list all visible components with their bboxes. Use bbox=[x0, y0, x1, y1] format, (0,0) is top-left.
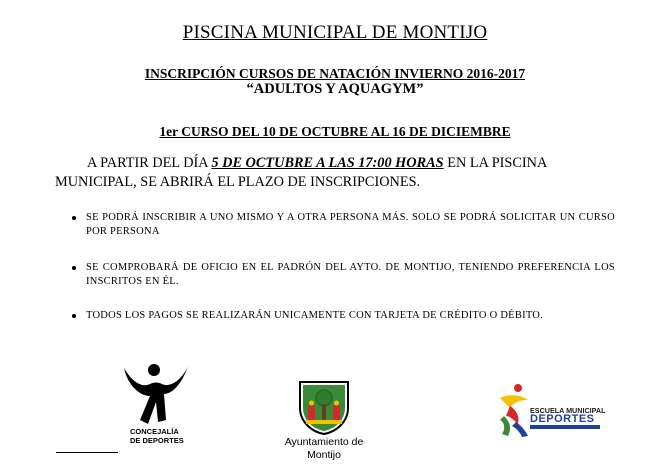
escuela-deportes-logo-icon bbox=[498, 382, 532, 438]
intro-after: EN LA PISCINA MUNICIPAL, SE ABRIRÁ EL PLAZO DE INSCRIPCIONES. bbox=[55, 155, 547, 190]
escuela-deportes-label: DEPORTES bbox=[530, 413, 595, 425]
subtitle: INSCRIPCIÓN CURSOS DE NATACIÓN INVIERNO 2016-2017 bbox=[144, 66, 526, 81]
concejalia-logo-icon bbox=[120, 362, 192, 428]
list-item: TODOS LOS PAGOS SE REALIZARÁN UNICAMENTE CON TARJETA DE CRÉDITO O DÉBITO. bbox=[70, 309, 615, 323]
ayuntamiento-shield-icon bbox=[296, 380, 352, 436]
rules-list bbox=[70, 211, 615, 323]
escuela-underline bbox=[530, 425, 600, 429]
intro-before: A PARTIR DEL DÍA bbox=[87, 155, 212, 171]
ayuntamiento-label: Ayuntamiento de Montijo bbox=[284, 436, 364, 461]
list-item: SE PODRÁ INSCRIBIR A UNO MISMO Y A OTRA PERSONA MÁS. SOLO SE PODRÁ SOLICITAR UN CURSO POR PERSONA bbox=[70, 211, 615, 239]
escuela-label: ESCUELA MUNICIPAL DEPORTES bbox=[530, 406, 606, 425]
course-dates: 1er CURSO DEL 10 DE OCTUBRE AL 16 DE DICIEMBRE bbox=[159, 124, 511, 139]
intro-paragraph bbox=[55, 154, 625, 192]
concejalia-label: CONCEJALÍA DE DEPORTES bbox=[130, 427, 184, 445]
page-title: PISCINA MUNICIPAL DE MONTIJO bbox=[182, 22, 488, 43]
subtitle-courses: “ADULTOS Y AQUAGYM” bbox=[246, 81, 424, 97]
list-item: SE COMPROBARÁ DE OFICIO EN EL PADRÓN DEL AYTO. DE MONTIJO, TENIENDO PREFERENCIA LOS INSCRITOS EN ÉL. bbox=[70, 261, 615, 289]
signature-line bbox=[56, 452, 118, 453]
intro-highlight: 5 DE OCTUBRE A LAS 17:00 HORAS bbox=[211, 155, 444, 171]
